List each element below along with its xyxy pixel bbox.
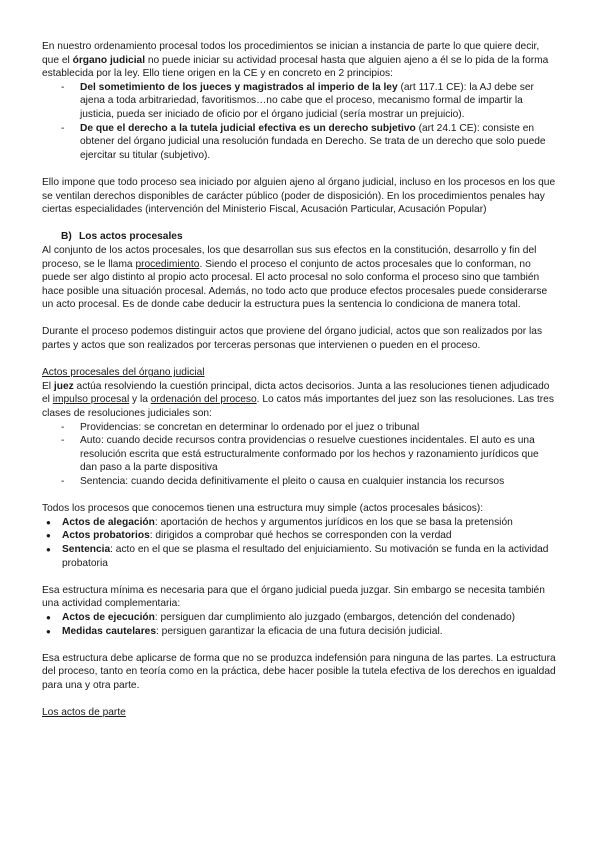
paragraph-minima: Esa estructura mínima es necesaria para que el órgano judicial pueda juzgar. Sin embargo se necesita también una actividad complementaria: bbox=[42, 584, 545, 610]
intro-paragraph: En nuestro ordenamiento procesal todos los procedimientos se inician a instancia de parte lo que quiere decir, que el órgano judicial no puede iniciar su actividad procesal hasta que alguien ajeno a él se lo pida de la forma establecida por la ley. Ello tiene origen en la CE y en concreto en 2 principios: bbox=[42, 41, 549, 80]
list-item: - De que el derecho a la tutela judicial efectiva es un derecho subjetivo (art 24.1 CE): consiste en obtener del órgano judicial una resolución fundada en Derecho. Se trata de un derecho que solo puede ejercitar su titular (subjetivo). bbox=[42, 122, 558, 163]
list-item: ● Medidas cautelares: persiguen garantizar la eficacia de una futura decisión judicial. bbox=[42, 625, 558, 639]
principles-list bbox=[42, 81, 558, 163]
paragraph-aplicarse: Esa estructura debe aplicarse de forma que no se produzca indefensión para ninguna de las partes. La estructura del proceso, tanto en teoría como en la práctica, debe hacer posible la tutela efectiva de los derechos en igualdad para una y otra parte. bbox=[42, 652, 556, 691]
complementaria-list bbox=[42, 611, 558, 638]
paragraph-juez: El juez actúa resolviendo la cuestión principal, dicta actos decisorios. Junta a las resoluciones tienen adjudicado el impulso procesal y la ordenación del proceso. Lo catos más importantes del juez son las resoluciones. Las tres clases de resoluciones judiciales son: bbox=[42, 380, 554, 420]
paragraph-todos: Todos los procesos que conocemos tienen una estructura muy simple (actos procesales básicos): bbox=[42, 503, 484, 515]
list-item: - Auto: cuando decide recursos contra providencias o resuelve cuestiones incidentales. El auto es una resolución escrita que está estructuralmente conformado por los hechos y razonamiento jurídicos que dan paso a la parte dispositiva bbox=[42, 434, 558, 475]
paragraph-impone: Ello impone que todo proceso sea iniciado por alguien ajeno al órgano judicial, incluso en los procesos en los que se ventilan derechos disponibles de carácter público (poder de disposición). En los procedimientos penales hay ciertas especialidades (intervención del Ministerio Fiscal, Acusación Particular, Acusación Popular) bbox=[42, 176, 556, 216]
list-item: - Sentencia: cuando decida definitivamente el pleito o causa en cualquier instancia los recursos bbox=[42, 475, 558, 489]
paragraph-actos: Al conjunto de los actos procesales, los que desarrollan sus sus efectos en la constitución, desarrollo y fin del proceso, se le llama procedimiento. Siendo el proceso el conjunto de actos procesales que lo conforman, no puede ser algo distinto al propio acto procesal. El acto procesal no solo conforma el proceso sino que también hace posible una situación procesal. Además, no todo acto que produce efectos procesales puede considerarse un acto procesal. Es de donde cabe deducir la estructura pues la sentencia lo condiciona de manera total. bbox=[42, 244, 548, 311]
list-item: - Del sometimiento de los jueces y magistrados al imperio de la ley (art 117.1 CE): la AJ debe ser ajena a toda arbitrariedad, favoritismos…no cabe que el proceso, mecanismo formal de impartir la justicia, pueda ser iniciado de oficio por el órgano judicial (sería mostrar un prejuicio). bbox=[42, 81, 558, 122]
section-heading: B) Los actos procesales bbox=[61, 231, 183, 243]
subheading-parte: Los actos de parte bbox=[42, 707, 126, 719]
basicos-list bbox=[42, 516, 558, 570]
list-item: ● Actos de ejecución: persiguen dar cumplimiento alo juzgado (embargos, detención del condenado) bbox=[42, 611, 558, 625]
paragraph-durante: Durante el proceso podemos distinguir actos que proviene del órgano judicial, actos que son realizados por las partes y actos que son realizados por terceras personas que intervienen o pueden en el proceso. bbox=[42, 326, 543, 352]
list-item: ● Actos de alegación: aportación de hechos y argumentos jurídicos en los que se basa la pretensión bbox=[42, 516, 558, 530]
list-item: - Providencias: se concretan en determinar lo ordenado por el juez o tribunal bbox=[42, 421, 558, 435]
list-item: ● Sentencia: acto en el que se plasma el resultado del enjuiciamiento. Su motivación se funda en la actividad probatoria bbox=[42, 543, 558, 570]
list-item: ● Actos probatorios: dirigidos a comprobar qué hechos se corresponden con la verdad bbox=[42, 529, 558, 543]
resoluciones-list bbox=[42, 421, 558, 489]
subheading-organo: Actos procesales del órgano judicial bbox=[42, 367, 205, 379]
bold-term: órgano judicial bbox=[72, 54, 146, 66]
